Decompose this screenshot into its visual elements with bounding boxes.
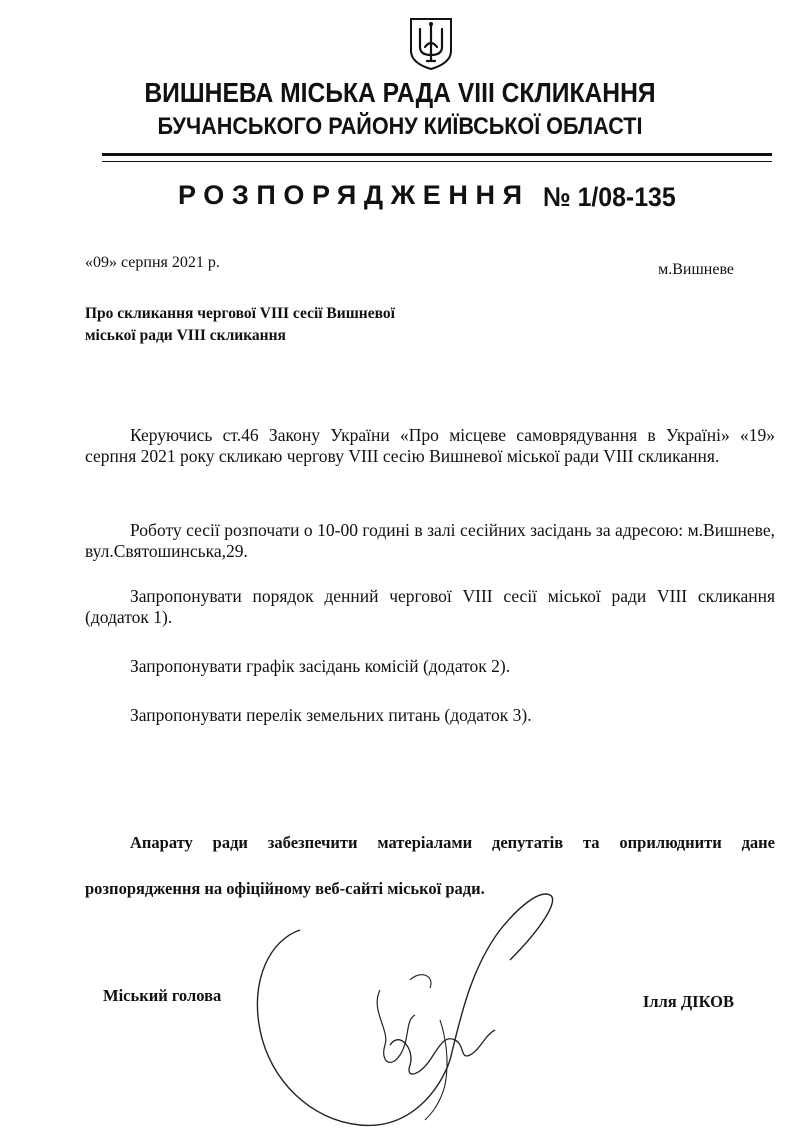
closing-instruction: Апарату ради забезпечити матеріалами депутатів та оприлюднити дане розпорядження на офіційному веб-сайті міської ради.: [85, 833, 775, 898]
body-paragraph-3: Запропонувати порядок денний чергової VIII сесії міської ради VIII скликання (додаток 1).: [85, 586, 775, 627]
signatory-role: Міський голова: [103, 986, 222, 1005]
order-number: № 1/08-135: [543, 182, 676, 212]
signatory-name: Ілля ДІКОВ: [642, 992, 734, 1011]
district-region-heading: БУЧАНСЬКОГО РАЙОНУ КИЇВСЬКОЇ ОБЛАСТІ: [157, 113, 643, 140]
header-divider-thick: [102, 153, 772, 156]
subject-line: міської ради VIII скликання: [85, 327, 286, 344]
body-paragraph-4: Запропонувати графік засідань комісій (додаток 2).: [130, 656, 511, 676]
body-paragraph-1: Керуючись ст.46 Закону України «Про місцеве самоврядування в Україні» «19» серпня 2021 року скликаю чергову VIII сесію Вишневої міської ради VIII скликання.: [85, 425, 775, 466]
document-subject: [85, 303, 465, 347]
document-type-title: РОЗПОРЯДЖЕННЯ: [178, 180, 530, 210]
handwritten-signature-icon: [240, 870, 620, 1140]
document-date: «09» серпня 2021 р.: [85, 254, 220, 271]
document-place: м.Вишневе: [658, 261, 734, 278]
trident-coat-of-arms-icon: [408, 17, 454, 71]
subject-line: Про скликання чергової VIII сесії Вишневої: [85, 305, 395, 322]
body-paragraph-5: Запропонувати перелік земельних питань (додаток 3).: [130, 705, 532, 725]
header-divider-thin: [102, 161, 772, 162]
council-name-heading: ВИШНЕВА МІСЬКА РАДА VIII СКЛИКАННЯ: [144, 77, 656, 108]
body-paragraph-2: Роботу сесії розпочати о 10-00 годині в залі сесійних засідань за адресою: м.Вишневе, вул.Святошинська,29.: [85, 520, 775, 561]
